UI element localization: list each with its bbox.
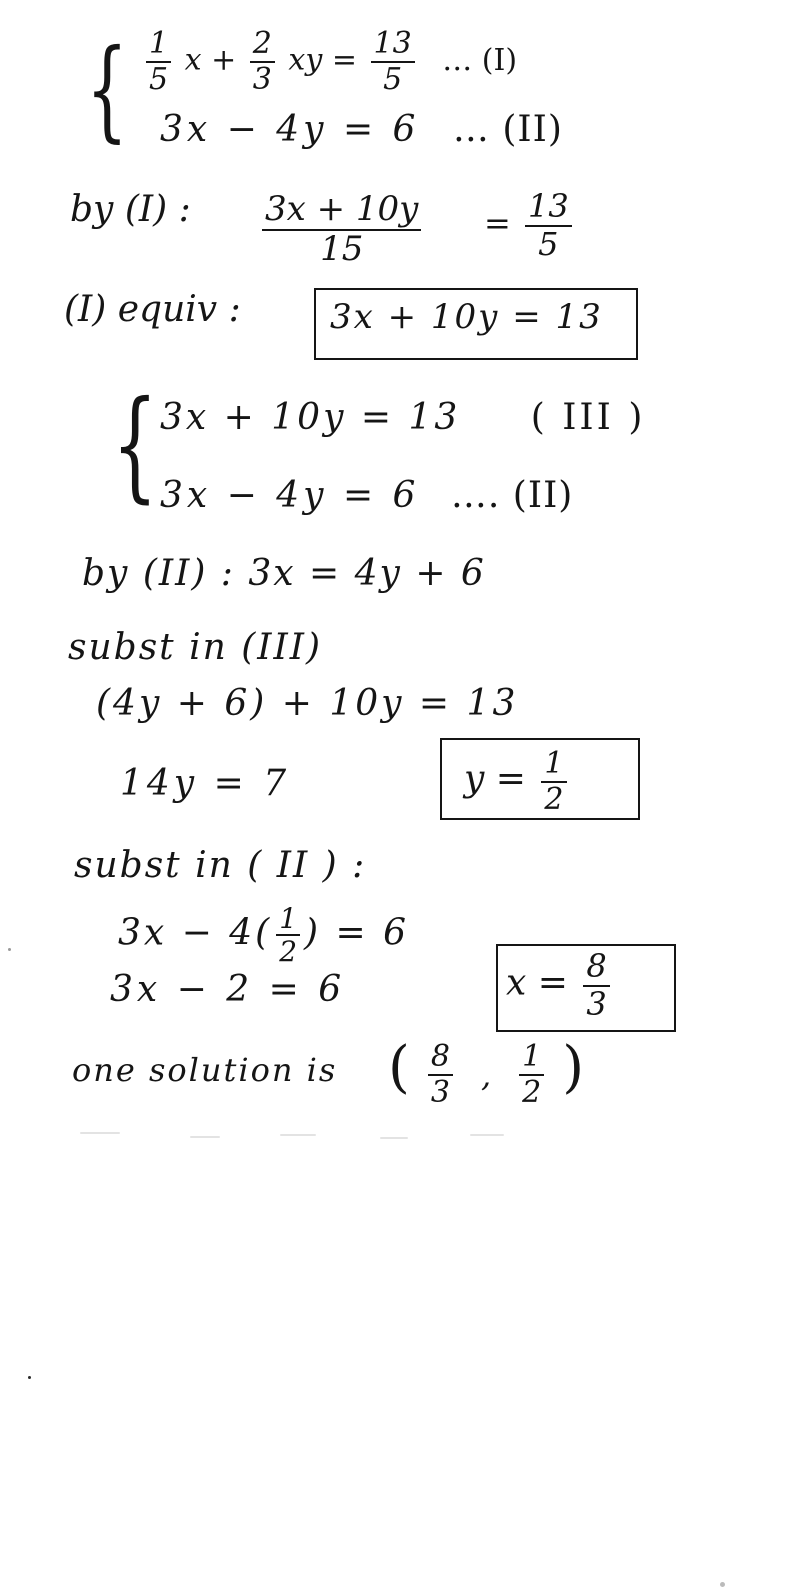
equation-tag: …. (II) [450, 475, 574, 516]
scan-smudge [380, 1137, 408, 1139]
fraction: $\frac{13}{5}$ [525, 190, 572, 261]
step-equiv-label: (I) equiv : [64, 289, 241, 330]
fraction: $\frac{8}{3}$ [428, 1041, 453, 1108]
left-brace: { [86, 25, 128, 153]
step-by-I: by (I) : [70, 189, 191, 230]
boxed-x-value: x = $\frac{8}{3}$ [506, 950, 614, 1021]
fraction: $\frac{1}{2}$ [541, 748, 566, 815]
fraction: $\frac{1}{2}$ [519, 1041, 544, 1108]
step-substituted-y: 3x − 4( $\frac{1}{2}$ ) = 6 [118, 902, 410, 969]
boxed-y-value: y = $\frac{1}{2}$ [464, 748, 571, 815]
equation-tag: … (II) [452, 109, 563, 150]
step-by-I-fraction [258, 189, 425, 269]
step-3x-2: 3x − 2 = 6 [110, 969, 346, 1010]
fraction: $\frac{8}{3}$ [583, 950, 609, 1021]
scan-smudge [280, 1134, 316, 1136]
step-substituted: (4y + 6) + 10y = 13 [96, 683, 519, 724]
scan-speck [28, 1376, 31, 1379]
step-subst-II: subst in ( II ) : [74, 845, 367, 886]
equation-III: 3x + 10y = 13 ( III ) [160, 397, 646, 438]
solution-pair: ( $\frac{8}{3}$ , $\frac{1}{2}$ ) [388, 1035, 585, 1110]
equation-II: 3x − 4y = 6 … (II) [160, 109, 563, 150]
scan-smudge [190, 1136, 220, 1138]
scan-speck [8, 948, 11, 951]
fraction: $\frac{3x + 10y}{15}$ [262, 192, 421, 267]
equation-tag: … (I) [442, 42, 518, 78]
boxed-equation-text: 3x + 10y = 13 [330, 297, 603, 337]
step-14y: 14y = 7 [120, 763, 291, 804]
scan-smudge [470, 1134, 504, 1136]
step-by-I-rhs: = $\frac{13}{5}$ [484, 190, 576, 261]
scan-smudge [80, 1132, 120, 1134]
equation-I: $\frac{1}{5}$ x + $\frac{2}{3}$ xy = $\frac{13}{5}$ … (I) [142, 28, 517, 95]
equation-II-repeat: 3x − 4y = 6 …. (II) [160, 475, 574, 516]
step-subst-III: subst in (III) [68, 627, 322, 668]
conclusion-text: one solution is [72, 1051, 338, 1089]
scan-speck [720, 1582, 725, 1587]
fraction: $\frac{2}{3}$ [250, 28, 275, 95]
fraction: $\frac{1}{5}$ [146, 28, 171, 95]
left-brace: { [112, 376, 158, 515]
equation-tag: ( III ) [530, 397, 646, 438]
fraction: $\frac{13}{5}$ [371, 28, 415, 95]
fraction: $\frac{1}{2}$ [276, 904, 300, 967]
step-by-II: by (II) : 3x = 4y + 6 [82, 553, 486, 594]
